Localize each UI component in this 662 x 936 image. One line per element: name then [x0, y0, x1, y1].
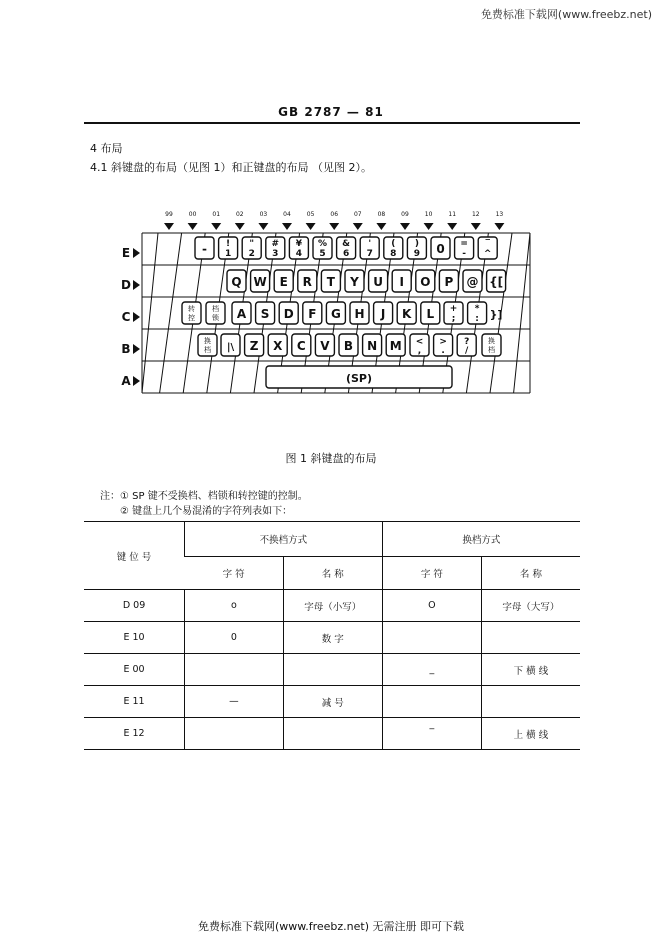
note-2: ② 键盘上几个易混淆的字符列表如下：: [120, 506, 293, 517]
key-legend: B: [343, 339, 354, 353]
key-legend: U: [373, 275, 383, 289]
key-legend: Z: [249, 339, 259, 353]
key-legend: A: [236, 307, 247, 321]
key-cell: E 12: [84, 718, 185, 750]
row-label: E: [121, 246, 131, 260]
watermark-top: 免费标准下载网(www.freebz.net): [480, 8, 652, 21]
name-cell: [481, 622, 580, 654]
column-marker-icon: [329, 223, 339, 230]
key-legend: 换: [204, 337, 211, 345]
key-legend: D: [283, 307, 294, 321]
name-cell: 字母（大写）: [481, 590, 580, 622]
header-rule: [84, 122, 580, 124]
key-legend: P: [444, 275, 454, 289]
key-legend: 2: [248, 249, 255, 259]
column-marker-icon: [282, 223, 292, 230]
key-legend: -: [462, 249, 466, 259]
column-slant-line: [160, 233, 182, 393]
space-bar-legend: (SP): [345, 372, 373, 385]
column-number: 09: [401, 211, 409, 218]
row-label: D: [121, 278, 131, 292]
key-legend: C: [296, 339, 306, 353]
key-legend: :: [475, 314, 479, 324]
unshift-name-header: 名 称: [283, 557, 382, 590]
table-row: [84, 622, 580, 654]
key-legend: #: [271, 239, 280, 249]
char-cell: [382, 686, 481, 718]
key-cell: D 09: [84, 590, 185, 622]
column-number: 07: [353, 211, 362, 218]
column-number: 12: [471, 211, 480, 218]
column-marker-icon: [424, 223, 434, 230]
column-number: 06: [330, 211, 339, 218]
row-label: C: [121, 310, 131, 324]
column-number: 99: [165, 211, 173, 218]
name-cell: 减 号: [283, 686, 382, 718]
key-legend: <: [415, 337, 424, 347]
char-cell: _: [382, 654, 481, 686]
unshift-char-header: 字 符: [185, 557, 284, 590]
column-marker-icon: [258, 223, 268, 230]
key-legend: =: [460, 239, 468, 249]
column-marker-icon: [164, 223, 174, 230]
unshift-group-header: 不换档方式: [185, 522, 383, 557]
key-legend: J: [380, 307, 386, 321]
key-legend: ‾: [485, 239, 490, 249]
key-legend: F: [308, 307, 317, 321]
table-row: [84, 654, 580, 686]
name-cell: [283, 654, 382, 686]
char-cell: O: [382, 590, 481, 622]
key-legend: G: [330, 307, 341, 321]
key-legend: 7: [366, 249, 373, 259]
key-legend: K: [402, 307, 412, 321]
key-legend: Y: [350, 275, 359, 289]
key-legend: }]: [489, 308, 503, 321]
key-legend: 转: [188, 305, 195, 313]
name-cell: 下 横 线: [481, 654, 580, 686]
char-cell: [185, 654, 284, 686]
column-number: 10: [424, 211, 433, 218]
column-marker-icon: [471, 223, 481, 230]
column-slant-line: [514, 233, 530, 393]
key-legend: &: [342, 239, 351, 249]
char-cell: [382, 622, 481, 654]
key-legend: 1: [224, 249, 232, 259]
key-legend: +: [449, 304, 458, 314]
key-legend: (: [391, 239, 396, 249]
row-arrow-icon: [133, 312, 140, 322]
key-cell: E 00: [84, 654, 185, 686]
column-marker-icon: [211, 223, 221, 230]
key-legend: >: [439, 337, 447, 347]
key-legend: *: [474, 304, 480, 314]
key-legend: Q: [231, 275, 242, 289]
key-legend: !: [226, 239, 231, 249]
key-legend: 8: [390, 249, 397, 259]
key-legend: ;: [451, 314, 456, 324]
char-cell: 0: [185, 622, 284, 654]
key-legend: 锁: [212, 314, 219, 322]
column-marker-icon: [235, 223, 245, 230]
section-subtitle: 4.1 斜键盘的布局（见图 1）和正键盘的布局 （见图 2）。: [90, 161, 372, 174]
key-legend: 4: [295, 249, 303, 259]
name-cell: 上 横 线: [481, 718, 580, 750]
column-number: 01: [212, 211, 221, 218]
key-legend: L: [426, 307, 435, 321]
confusable-characters-table: [84, 521, 580, 750]
document-header: GB 2787 — 81: [278, 105, 384, 119]
column-marker-icon: [400, 223, 410, 230]
key-legend: -: [202, 242, 207, 256]
row-arrow-icon: [133, 280, 140, 290]
key-legend: @: [466, 275, 479, 289]
key-position-header: 键 位 号: [84, 522, 185, 590]
shift-group-header: 换档方式: [382, 522, 580, 557]
key-legend: ?: [464, 337, 470, 347]
row-label: A: [121, 374, 131, 388]
key-legend: O: [420, 275, 431, 289]
name-cell: 数 字: [283, 622, 382, 654]
name-cell: [481, 686, 580, 718]
key-legend: {[: [489, 275, 504, 289]
key-legend: 0: [436, 242, 445, 256]
key-legend: E: [279, 275, 288, 289]
row-arrow-icon: [133, 344, 140, 354]
column-number: 08: [377, 211, 386, 218]
key-legend: 9: [413, 249, 421, 259]
table-row: [84, 718, 580, 750]
column-number: 13: [495, 211, 504, 218]
key-legend: X: [273, 339, 283, 353]
column-marker-icon: [494, 223, 504, 230]
key-legend: R: [302, 275, 312, 289]
column-number: 04: [283, 211, 291, 218]
column-marker-icon: [188, 223, 198, 230]
row-label: B: [121, 342, 131, 356]
key-legend: ": [249, 239, 255, 249]
name-cell: 字母（小写）: [283, 590, 382, 622]
column-marker-icon: [376, 223, 386, 230]
key-legend: 控: [188, 314, 195, 322]
key-cell: E 11: [84, 686, 185, 718]
watermark-bottom: 免费标准下载网(www.freebz.net) 无需注册 即可下载: [197, 920, 465, 933]
table-row: [84, 590, 580, 622]
row-arrow-icon: [133, 376, 140, 386]
column-marker-icon: [447, 223, 457, 230]
key-legend: 档: [212, 305, 219, 313]
char-cell: —: [185, 686, 284, 718]
key-cell: E 10: [84, 622, 185, 654]
key-legend: .: [441, 346, 445, 356]
key-legend: ': [368, 239, 372, 249]
key-legend: I: [399, 275, 404, 289]
key-legend: ¥: [295, 239, 303, 249]
key-legend: W: [253, 275, 267, 289]
key-legend: %: [317, 239, 328, 249]
key-legend: H: [354, 307, 365, 321]
column-marker-icon: [353, 223, 363, 230]
char-cell: ‾: [382, 718, 481, 750]
row-arrow-icon: [133, 248, 140, 258]
char-cell: [185, 718, 284, 750]
key-legend: ^: [483, 249, 492, 259]
shift-name-header: 名 称: [481, 557, 580, 590]
key-legend: T: [326, 275, 335, 289]
key-legend: ,: [417, 346, 422, 356]
key-legend: 3: [272, 249, 279, 259]
column-number: 11: [448, 211, 457, 218]
figure-caption: 图 1 斜键盘的布局: [285, 452, 377, 465]
key-legend: 档: [488, 346, 495, 354]
column-number: 03: [259, 211, 268, 218]
name-cell: [283, 718, 382, 750]
key-legend: /: [465, 346, 469, 356]
key-legend: 档: [204, 346, 211, 354]
column-number: 00: [188, 211, 197, 218]
column-number: 05: [306, 211, 315, 218]
column-marker-icon: [306, 223, 316, 230]
table-row: [84, 686, 580, 718]
key-legend: |\: [226, 342, 235, 353]
key-legend: N: [367, 339, 378, 353]
key-legend: S: [260, 307, 270, 321]
section-title: 4 布局: [90, 142, 123, 155]
column-slant-line: [142, 233, 158, 393]
key-legend: 6: [342, 249, 350, 259]
key-legend: M: [389, 339, 402, 353]
key-legend: ): [414, 239, 419, 249]
keyboard-layout-figure: [100, 208, 540, 404]
column-number: 02: [235, 211, 244, 218]
note-1: 注：① SP 键不受换档、档锁和转控键的控制。: [100, 491, 308, 502]
key-legend: V: [320, 339, 330, 353]
shift-char-header: 字 符: [382, 557, 481, 590]
char-cell: o: [185, 590, 284, 622]
key-legend: 换: [488, 337, 495, 345]
key-legend: 5: [319, 249, 326, 259]
